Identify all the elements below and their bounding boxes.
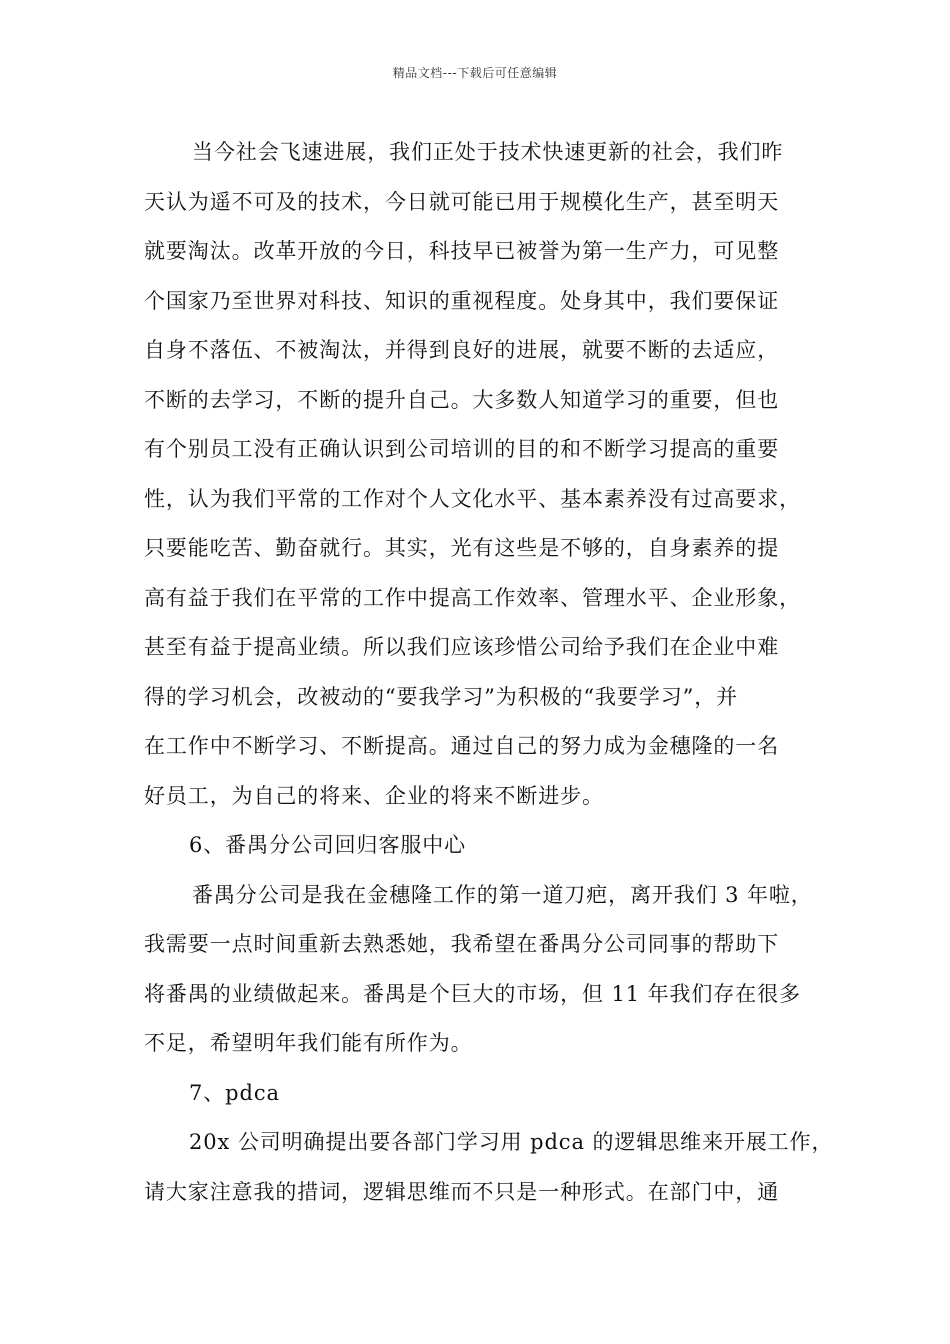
paragraph-line: 天认为遥不可及的技术，今日就可能已用于规模化生产，甚至明天 <box>144 189 780 214</box>
paragraph-line: 我需要一点时间重新去熟悉她，我希望在番禺分公司同事的帮助下 <box>144 932 780 956</box>
paragraph-line: 在工作中不断学习、不断提高。通过自己的努力成为金穗隆的一名 <box>144 734 780 758</box>
paragraph-line: 自身不落伍、不被淘汰，并得到良好的进展，就要不断的去适应， <box>144 338 780 362</box>
paragraph-line: 不足，希望明年我们能有所作为。 <box>144 1031 473 1055</box>
paragraph-line: 20x 公司明确提出要各部门学习用 pdca 的逻辑思维来开展工作， <box>189 1130 834 1154</box>
document-body <box>144 132 834 1221</box>
paragraph-line: 好员工，为自己的将来、企业的将来不断进步。 <box>144 783 604 808</box>
paragraph-line: 将番禺的业绩做起来。番禺是个巨大的市场，但 11 年我们存在很多 <box>144 981 801 1006</box>
page-header: 精品文档---下载后可任意编辑 <box>392 66 558 80</box>
paragraph-line: 高有益于我们在平常的工作中提高工作效率、管理水平、企业形象， <box>144 585 801 610</box>
paragraph-line: 得的学习机会，改被动的“要我学习”为积极的“我要学习”，并 <box>144 684 739 709</box>
paragraph-line: 就要淘汰。改革开放的今日，科技早已被誉为第一生产力，可见整 <box>144 239 780 263</box>
paragraph-line: 番禺分公司是我在金穗隆工作的第一道刀疤，离开我们 3 年啦， <box>192 882 813 907</box>
paragraph-line: 当今社会飞速进展，我们正处于技术快速更新的社会，我们昨 <box>192 140 784 164</box>
paragraph-line: 不断的去学习，不断的提升自己。大多数人知道学习的重要，但也 <box>144 387 780 412</box>
paragraph-line: 有个别员工没有正确认识到公司培训的目的和不断学习提高的重要 <box>144 437 780 461</box>
paragraph-line: 请大家注意我的措词，逻辑思维而不只是一种形式。在部门中，通 <box>144 1179 780 1204</box>
paragraph-line: 甚至有益于提高业绩。所以我们应该珍惜公司给予我们在企业中难 <box>144 635 780 659</box>
section-heading: 7、pdca <box>189 1080 280 1105</box>
section-heading: 6、番禺分公司回归客服中心 <box>189 833 467 857</box>
paragraph-line: 性，认为我们平常的工作对个人文化水平、基本素养没有过高要求， <box>144 486 801 511</box>
paragraph-line: 只要能吃苦、勤奋就行。其实，光有这些是不够的，自身素养的提 <box>144 536 780 560</box>
paragraph-line: 个国家乃至世界对科技、知识的重视程度。处身其中，我们要保证 <box>144 288 780 313</box>
